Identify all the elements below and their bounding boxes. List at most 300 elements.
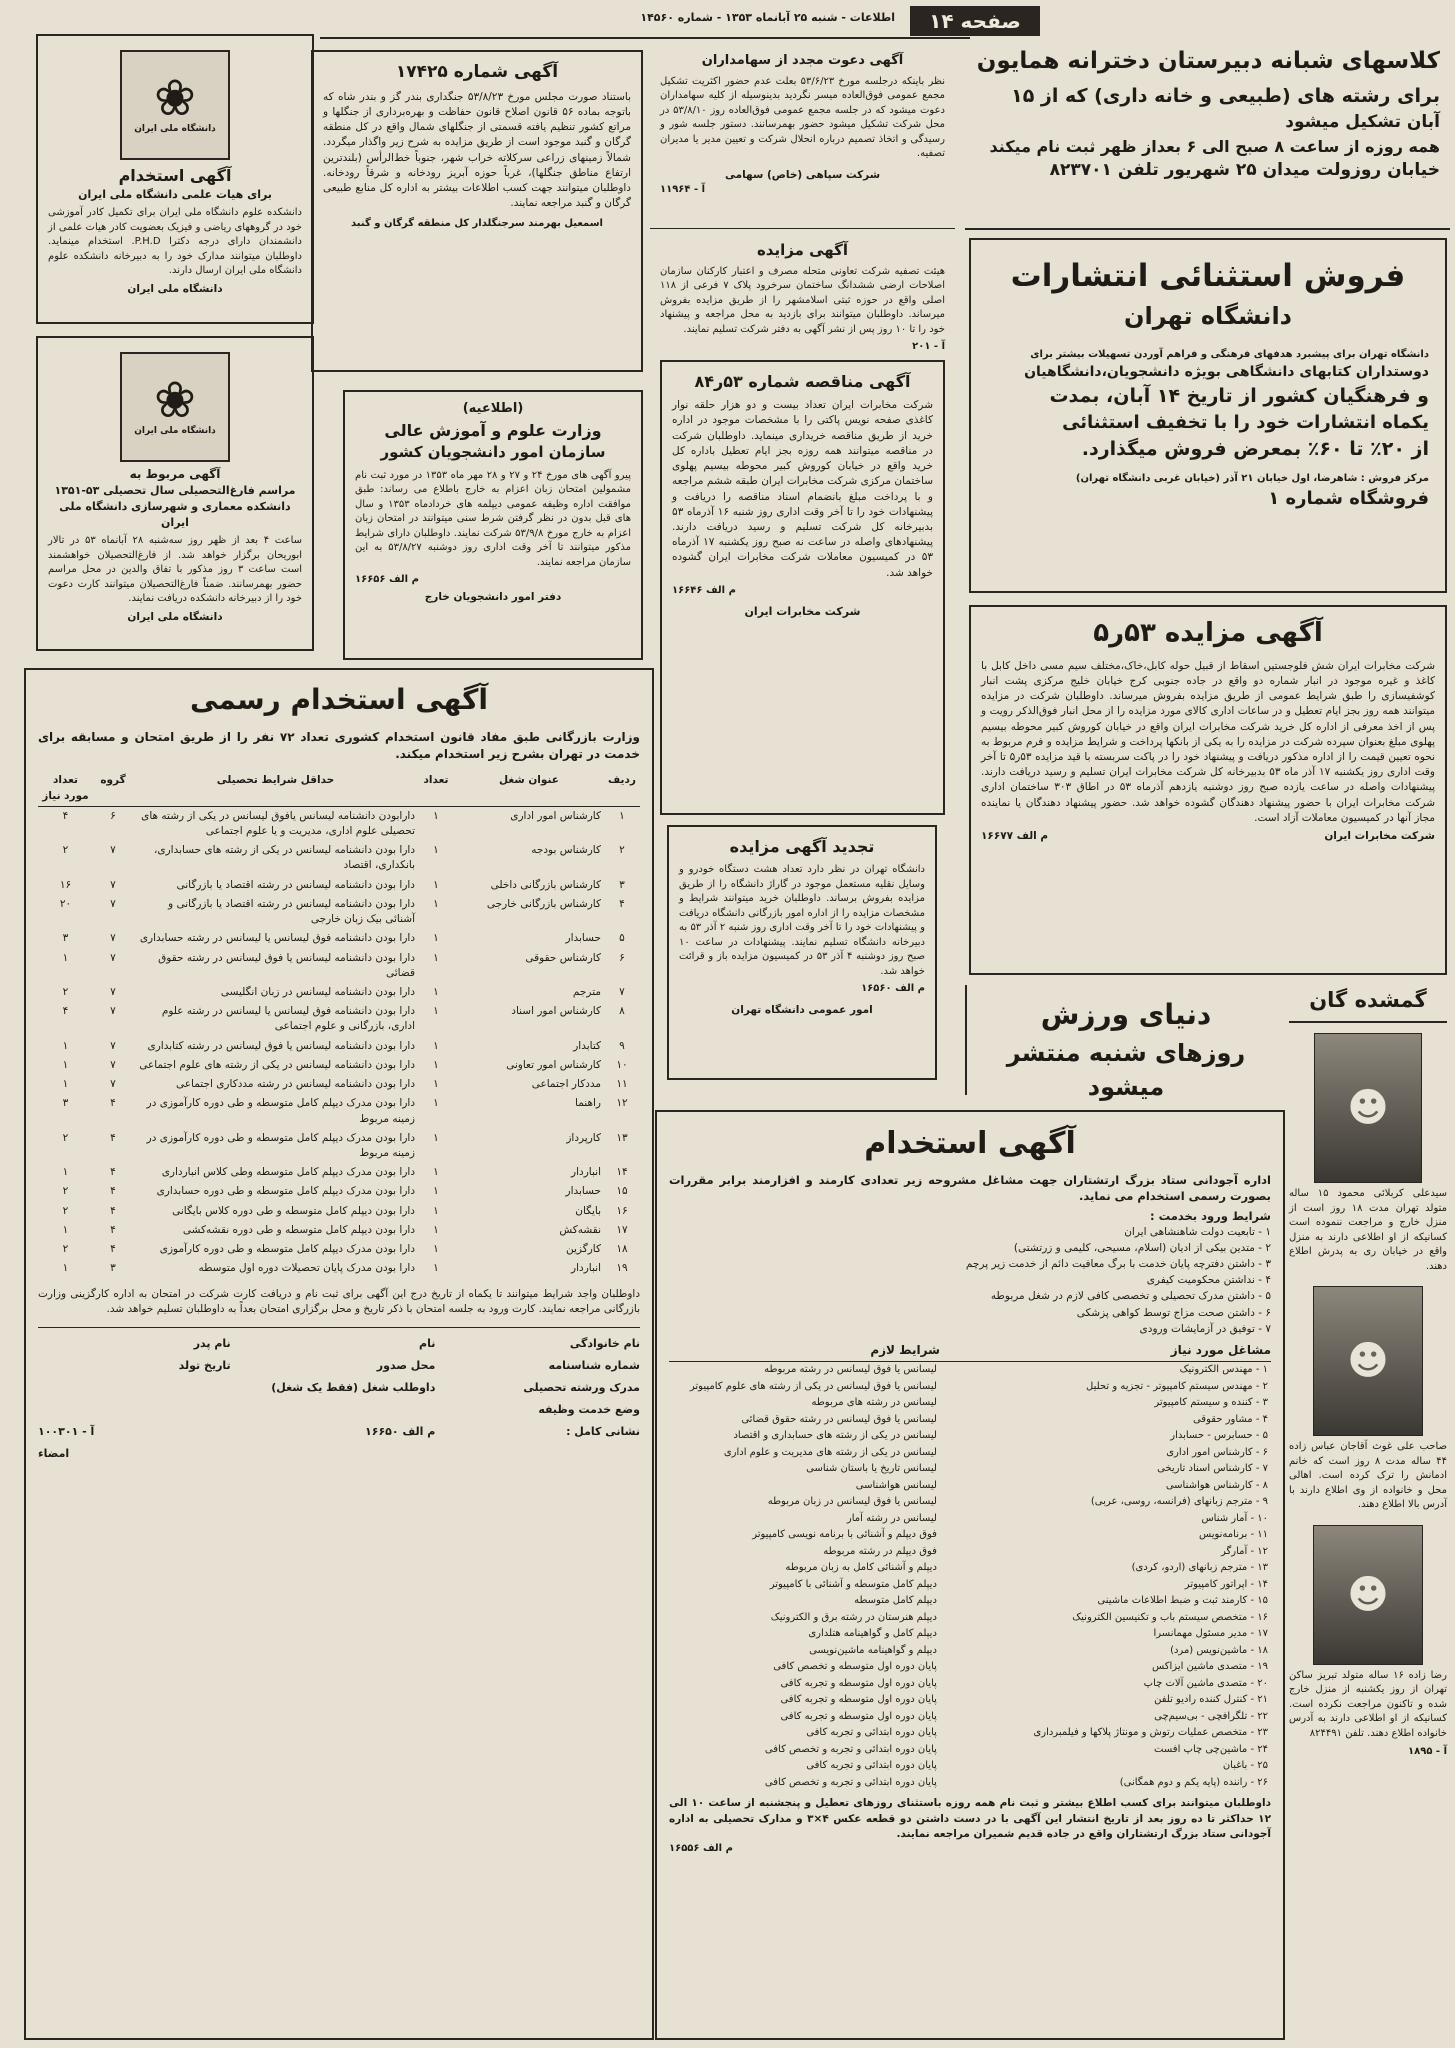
education-req: دارابودن دانشنامه لیسانس یافوق لیسانس در یکی از رشته های تحصیلی علوم اداری، مدیریت و یا علوم اجتماعی bbox=[141, 809, 415, 838]
job-title: مترجم bbox=[572, 986, 601, 998]
job-grade: ۴ bbox=[110, 1131, 116, 1144]
coop-auction-title: آگهی مزایده bbox=[756, 241, 849, 259]
job-grade: ۴ bbox=[110, 1243, 116, 1256]
army-job-condition: فوق دیپلم در رشته مربوطه bbox=[823, 1545, 937, 1557]
job-count: ۱ bbox=[433, 951, 439, 964]
coop-auction-ref: آ - ۲۰۱ bbox=[912, 341, 945, 352]
table-row bbox=[669, 1610, 1271, 1627]
army-job-title: ۵ - حسابرس - حسابدار bbox=[1170, 1430, 1268, 1442]
form-field-issue-place[interactable]: محل صدور bbox=[376, 1358, 436, 1372]
divider bbox=[965, 228, 1450, 230]
job-title: کارشناس بازرگانی داخلی bbox=[490, 878, 601, 891]
table-row bbox=[38, 1129, 640, 1163]
row-number: ۲ bbox=[619, 844, 625, 857]
university-logo bbox=[120, 50, 230, 160]
job-title: حسابدار bbox=[565, 932, 601, 945]
needed-count: ۱ bbox=[62, 1078, 69, 1091]
education-req: دارا بودن دیپلم کامل متوسطه و طی دوره نقشه‌کشی bbox=[182, 1223, 415, 1236]
divider bbox=[650, 228, 955, 229]
row-number: ۱۵ bbox=[616, 1185, 628, 1198]
job-grade: ۴ bbox=[110, 1185, 116, 1198]
table-row bbox=[669, 1775, 1271, 1792]
university-sale-ad bbox=[969, 238, 1447, 593]
job-grade: ۷ bbox=[110, 897, 116, 910]
army-job-condition: لیسانس یا فوق لیسانس در یکی از رشته های علوم کامپیوتر bbox=[689, 1380, 937, 1392]
table-row bbox=[38, 1240, 640, 1259]
army-hire-ref: م الف ۱۶۵۵۶ bbox=[669, 1843, 733, 1855]
telecom-tender-body: شرکت مخابرات ایران تعداد بیست و دو هزار حلقه نوار کاغذی صفحه نویس پاکتی را با مشخصات موجود در اداره خرید از طریق مناقصه خریداری مینماید. داوطلبان شرکت در مناقصه میتوانند همه روزه بجز ایام تعطیل باداره کل خرید واقع در خیابان کوروش کبیر محوطه بیسیم پهلوی ساختمان مرکزی شرکت مخابرات ایران طبقه ششم مراجعه و با پرداخت مبلغ بانضمام اسناد مناقصه را دریافت و پیشنهادات خود را تا آخر وقت اداری روز شنبه ۱۶ آذرماه ۵۳ بدبیرخانه کل شرکت تسلیم و رسید دریافت دارند. پیشنهادهای واصله در ساعت نه صبح روز یکشنبه ۱۷ آذرماه ۵۳ در کمیسیون معاملات شرکت مخابرات ایران گشوده خواهد شد. bbox=[672, 399, 933, 579]
table-row bbox=[669, 1428, 1271, 1445]
education-req: دارا بودن مدرک پایان تحصیلات دوره اول متوسطه bbox=[198, 1262, 415, 1275]
education-req: دارا بودن مدرک دیپلم کامل متوسطه و طی دوره حسابداری bbox=[156, 1185, 415, 1198]
sale-subtitle: دانشگاه تهران bbox=[1124, 301, 1292, 330]
row-number: ۱۶ bbox=[616, 1204, 628, 1217]
commerce-hire-intro: وزارت بازرگانی طبق مفاد قانون استخدام کشوری تعداد ۷۲ نفر را از طریق امتحان و مسابقه برای خدمت در تهران بشرح زیر استخدام میکند. bbox=[38, 729, 640, 761]
job-count: ۱ bbox=[433, 1131, 439, 1144]
army-requirements-list bbox=[669, 1225, 1271, 1338]
army-job-title: ۲۳ - متخصص عملیات رتوش و مونتاژ پلاکها و فیلمبرداری bbox=[1033, 1727, 1268, 1739]
telecom-auction-title: آگهی مزایده ۵۳ر۵ bbox=[1093, 618, 1323, 648]
table-row bbox=[669, 1560, 1271, 1577]
army-job-title: ۱۸ - ماشین‌نویس (مرد) bbox=[1170, 1644, 1268, 1656]
table-row bbox=[669, 1593, 1271, 1610]
army-job-title: ۱۶ - متخصص سیستم باب و تکنیسین الکترونیک bbox=[1072, 1611, 1268, 1623]
army-job-condition: لیسانس یا فوق لیسانس در رشته حقوق قضائی bbox=[741, 1413, 937, 1425]
form-field-job[interactable]: داوطلب شغل (فقط یک شغل) bbox=[271, 1380, 436, 1394]
row-number: ۳ bbox=[619, 878, 625, 891]
form-field-father[interactable]: نام پدر bbox=[193, 1336, 231, 1350]
job-title: کارشناس امور اداری bbox=[510, 809, 601, 822]
needed-count: ۲ bbox=[62, 1204, 69, 1217]
row-number: ۱۱ bbox=[616, 1078, 628, 1091]
table-row bbox=[38, 1259, 640, 1278]
sepahan-body: نظر باینکه درجلسه مورخ ۵۳/۶/۲۳ بعلت عدم حضور اکثریت تشکیل مجمع عمومی فوق‌العاده میسر نگردید بدینوسیله از کلیه سهامداران دعوت میشود که در جلسه مجمع عمومی فوق‌العاده روز ۵۳/۸/۱۰ در محل شرکت تشکیل میشود حضور بهمرسانند. دستور جلسه شور و رسیدگی و اتخاذ تصمیم درباره انحلال شرکت و تعیین مدیر یا مدیران تصفیه. bbox=[660, 75, 945, 160]
page-number: صفحه ۱۴ bbox=[910, 6, 1040, 36]
page-masthead bbox=[0, 0, 1455, 38]
table-row bbox=[38, 1037, 640, 1056]
girls-school-hours: همه روزه از ساعت ۸ صبح الی ۶ بعداز ظهر ثبت نام میکند bbox=[989, 136, 1440, 156]
army-job-condition: دیپلم و آشنائی کامل به زبان مربوطه bbox=[785, 1562, 937, 1574]
faculty-hire-ad bbox=[36, 34, 314, 324]
table-row bbox=[669, 1643, 1271, 1660]
table-row bbox=[669, 1362, 1271, 1379]
table-row bbox=[669, 1544, 1271, 1561]
army-job-title: ۱۷ - مدیر مسئول مهمانسرا bbox=[1153, 1628, 1268, 1640]
army-job-condition: دیپلم و گواهینامه ماشین‌نویسی bbox=[809, 1644, 937, 1656]
forest-auction-title: آگهی شماره ۱۷۴۲۵ bbox=[395, 62, 559, 82]
army-job-title: ۲۲ - تلگرافچی - بی‌سیم‌چی bbox=[1154, 1710, 1268, 1722]
table-row bbox=[669, 1461, 1271, 1478]
army-job-title: ۱۰ - آمار شناس bbox=[1201, 1512, 1268, 1524]
job-grade: ۷ bbox=[110, 878, 116, 891]
army-job-condition: پایان دوره ابتدائی و تجربه کافی bbox=[806, 1727, 937, 1739]
renewed-auction-body: دانشگاه تهران در نظر دارد تعداد هشت دستگاه خودرو و وسایل نقلیه مستعمل موجود در گاراژ دانشگاه را از طریق مزایده بفروش برساند. داوطلبان خرید میتوانند شرایط و مشخصات مزایده را از اداره امور بازرگانی دانشگاه دریافت و پیشنهادات خود را تا آخر وقت اداری روز شنبه ۲ آذر ۵۳ به دبیرخانه دانشگاه تسلیم نمایند. پیشنهادات در ساعت ۱۰ صبح روز دوشنبه ۴ آذر ۵۳ در کمیسیون مزایده باز و قرائت خواهد شد. bbox=[679, 864, 926, 977]
job-title: حسابدار bbox=[565, 1185, 601, 1198]
flower-icon: ❀ bbox=[154, 371, 196, 430]
army-job-title: ۴ - مشاور حقوقی bbox=[1192, 1413, 1268, 1425]
needed-count: ۲ bbox=[62, 1131, 69, 1144]
table-row bbox=[38, 1002, 640, 1036]
table-row bbox=[669, 1395, 1271, 1412]
job-grade: ۷ bbox=[110, 1005, 116, 1018]
graduation-signer: دانشگاه ملی ایران bbox=[127, 610, 223, 623]
education-req: دارا بودن مدرک دیپلم کامل متوسطه و طی دوره کارآموزی در زمینه مربوط bbox=[146, 1097, 415, 1125]
army-requirements-title: شرایط ورود بخدمت : bbox=[1149, 1208, 1271, 1223]
forest-auction-body: باستناد صورت مجلس مورخ ۵۳/۸/۲۳ جنگداری بندر گز و بندر شاه که باتوجه بماده ۵۶ قانون اصلاح قانون حفاظت و بهره‌برداری از جنگلها و مراتع کشور تنظیم یافته قسمتی از جنگلهای شمال واقع در کل منطقه گرگان و گنبد موجود است از طریق مزایده به شرح زیر واگذار میگردد. شمالاً زمینهای زراعی سرکلاته خراب شهر، جنوباً خط‌الرأس (بلندترین ارتفاع مناطق جنگلها)، غرباً حوزه آبریز رودخانه و شرقاً رودخانه. داوطلبان میتوانند جهت کسب اطلاعات بیشتر به اداره کل منابع طبیعی گرگان و گنبد مراجعه نمایند. bbox=[323, 90, 631, 210]
table-row bbox=[669, 1659, 1271, 1676]
needed-count: ۱ bbox=[62, 951, 69, 964]
army-job-condition: لیسانس تاریخ یا باستان شناسی bbox=[806, 1463, 937, 1475]
job-title: کارشناس بازرگانی خارجی bbox=[486, 897, 601, 910]
row-number: ۱۳ bbox=[616, 1131, 628, 1144]
form-field-birth-date[interactable]: تاریخ تولد bbox=[178, 1358, 231, 1372]
list-item: ۲ - متدین بیکی از ادیان (اسلام، مسیحی، کلیمی و زرتشتی) bbox=[1013, 1241, 1271, 1254]
row-number: ۱ bbox=[619, 809, 625, 822]
ministry-notice-ad bbox=[343, 390, 643, 660]
army-job-condition: دیپلم هنرستان در رشته برق و الکترونیک bbox=[770, 1611, 937, 1623]
job-grade: ۴ bbox=[110, 1204, 116, 1217]
job-count: ۱ bbox=[433, 1097, 439, 1110]
list-item: ۱ - تابعیت دولت شاهنشاهی ایران bbox=[1124, 1225, 1271, 1238]
col-grade: گروه bbox=[93, 771, 133, 806]
ministry-kicker: (اطلاعیه) bbox=[462, 401, 524, 416]
logo-caption: دانشگاه ملی ایران bbox=[134, 426, 216, 437]
army-job-condition: پایان دوره اول متوسطه و تجربه کافی bbox=[780, 1677, 937, 1689]
sports-banner bbox=[965, 985, 1285, 1102]
col-needed: تعداد مورد نیاز bbox=[38, 771, 93, 806]
table-row bbox=[669, 1511, 1271, 1528]
education-req: دارا بودن دانشنامه لیسانس در زبان انگلیسی bbox=[220, 986, 415, 998]
girls-school-start: آبان تشکیل میشود bbox=[1285, 112, 1440, 133]
row-number: ۸ bbox=[619, 1005, 625, 1018]
graduation-body: ساعت ۴ بعد از ظهر روز سه‌شنبه ۲۸ آبانماه ۵۳ در تالار ابوریحان برگزار خواهد شد. از فارغ‌التحصیلان خواهشمند است ساعت ۳ روز مذکور با تفاق والدین در محل مراسم حضور بهمرسانند. ضمناً فارغ‌التحصیلان میتوانند کارت دعوت خود را از دبیرخانه دانشکده دریافت نمایند. bbox=[48, 535, 302, 605]
army-hire-title: آگهی استخدام bbox=[864, 1126, 1076, 1161]
row-number: ۶ bbox=[619, 951, 625, 964]
needed-count: ۱ bbox=[62, 1262, 69, 1275]
table-row bbox=[38, 1202, 640, 1221]
ministry-signer: دفتر امور دانشجویان خارج bbox=[424, 590, 562, 603]
army-job-condition: لیسانس در رشته آمار bbox=[846, 1512, 937, 1524]
education-req: دارا بودن دانشنامه لیسانس در رشته اقتصاد یا بازرگانی bbox=[176, 878, 415, 891]
job-count: ۱ bbox=[433, 932, 439, 945]
job-title: کتابدار bbox=[573, 1039, 601, 1052]
army-job-condition: لیسانس در یکی از رشته های مدیریت و علوم اداری bbox=[723, 1446, 937, 1458]
row-number: ۱۲ bbox=[616, 1097, 628, 1110]
commerce-jobs-table bbox=[38, 771, 640, 1278]
logo-caption: دانشگاه ملی ایران bbox=[134, 124, 216, 135]
education-req: دارا بودن مدرک دیپلم کامل متوسطه و طی دوره کارآموزی bbox=[159, 1243, 415, 1256]
army-job-condition: پایان دوره اول متوسطه و تجربه کافی bbox=[780, 1694, 937, 1706]
ministry-title-1: وزارت علوم و آموزش عالی bbox=[384, 420, 602, 440]
job-title: انباردار bbox=[571, 1166, 601, 1179]
army-job-condition: فوق دیپلم و آشنائی با برنامه نویسی کامپیوتر bbox=[752, 1529, 937, 1541]
job-count: ۱ bbox=[433, 1039, 439, 1052]
table-row bbox=[669, 1725, 1271, 1742]
needed-count: ۳ bbox=[62, 1097, 69, 1110]
sepahan-signer: شرکت سپاهی (خاص) سهامی bbox=[724, 168, 881, 181]
list-item: ۷ - توفیق در آزمایشات ورودی bbox=[1139, 1322, 1271, 1335]
job-title: کارگزین bbox=[566, 1243, 601, 1256]
army-job-title: ۱۱ - برنامه‌نویس bbox=[1198, 1529, 1268, 1541]
needed-count: ۲ bbox=[62, 986, 69, 998]
needed-count: ۲۰ bbox=[59, 897, 72, 910]
army-job-condition: دیپلم کامل متوسطه bbox=[854, 1595, 937, 1607]
row-number: ۱۹ bbox=[616, 1262, 628, 1275]
table-row bbox=[38, 876, 640, 895]
row-number: ۴ bbox=[619, 897, 625, 910]
telecom-auction-body: شرکت مخابرات ایران شش فلوجستیں اسقاط از قبیل حوله کابل،خاک،مختلف سیم مسی داخل کابل با کاغذ و غیره موجود در انبار شماره دو واقع در جاده جنوبی کرج خیابان خلیج مرکزی پشت انبار کوشفیسازی را طبق شرایط عمومی از طریق مزایده بفروش میرساند. داوطلبان شرکت در مزایده میتوانند همه روز بجز ایام تعطیل و در ساعات اداری کالای مورد مزایده را از محل انبار فوق‌الذکر رویت و پس از اخذ معرفی از اداره کل خرید شرکت مخابرات ایران واقع در خیابان کوروش کبیر محوطه بیسیم پهلوی مبلغ بعنوان سپرده شرکت در مزایده را به یکی از بانکها پرداخت و شرایط مزایده و فرم مربوط به نحوه تعیین قیمت را از اداره مذکور دریافت و پیشنهاد خود را در پاکت سربسته با قید مزایده ۵۳ر۵ تا آخر وقت اداری روز یکشنبه ۱۷ آذر ماه ۵۳ بدبیرخانه کل شرکت مخابرات ایران تسلیم و رسید دریافت دارند. پیشنهادات واصله در ساعت یازده صبح روز دوشنبه یازدهم آذرماه ۵۳ در اطاق ۳۰۳ ساختمان اداری شرکت مخابرات ایران با حضور پیشنهاد دهندگان گشوده خواهد شد. حضور پیشنهاد دهندگان یا نماینده مجاز آنها در کمیسیون معاملات آزاد است. bbox=[981, 659, 1435, 824]
form-field-address[interactable]: نشانی کامل : bbox=[566, 1424, 640, 1438]
graduation-ad bbox=[36, 336, 314, 651]
coop-auction-ad bbox=[650, 232, 955, 352]
missing-photo-1: ☻ bbox=[1314, 1033, 1422, 1183]
table-row bbox=[38, 1056, 640, 1075]
education-req: دارا بودن دانشنامه لیسانس در رشته اقتصاد یا بازرگانی و آشنائی بیک زبان خارجی bbox=[168, 897, 415, 926]
job-count: ۱ bbox=[433, 1204, 439, 1217]
forest-auction-ad bbox=[311, 50, 643, 372]
list-item: ۶ - داشتن صحت مزاج توسط کواهی پزشکی bbox=[1076, 1306, 1271, 1319]
col-education: حداقل شرایط تحصیلی bbox=[133, 771, 418, 806]
missing-column bbox=[1289, 985, 1447, 2040]
telecom-tender-title: آگهی مناقصه شماره ۵۳ر۸۴ bbox=[694, 372, 911, 391]
forest-auction-signer: اسمعیل بهرمند سرجنگلدار کل منطقه گرگان و گنبد bbox=[351, 218, 603, 230]
table-row bbox=[669, 1692, 1271, 1709]
army-job-title: ۱۲ - آمارگر bbox=[1220, 1545, 1268, 1557]
army-job-condition: پایان دوره ابتدائی و تجربه کافی bbox=[806, 1760, 937, 1772]
university-logo bbox=[120, 352, 230, 462]
army-job-title: ۲۶ - راننده (پایه یکم و دوم همگانی) bbox=[1119, 1776, 1268, 1788]
army-job-condition: دیپلم کامل متوسطه و آشنائی با کامپیوتر bbox=[769, 1578, 937, 1590]
sepahan-title: آگهی دعوت مجدد از سهامداران bbox=[701, 53, 904, 68]
renewed-auction-title: تجدید آگهی مزایده bbox=[729, 837, 875, 856]
row-number: ۱۷ bbox=[616, 1223, 628, 1236]
army-jobs-table bbox=[669, 1362, 1271, 1791]
job-grade: ۳ bbox=[110, 1262, 116, 1275]
education-req: دارا بودن دیپلم کامل متوسطه و طی دوره کلاس بایگانی bbox=[172, 1204, 415, 1217]
army-job-condition: پایان دوره ابتدائی و تجربه و تخصص کافی bbox=[764, 1743, 937, 1755]
table-row bbox=[38, 1094, 640, 1128]
table-row bbox=[669, 1379, 1271, 1396]
application-form bbox=[38, 1327, 640, 1462]
army-job-title: ۱۴ - اپراتور کامپیوتر bbox=[1184, 1578, 1268, 1590]
table-row bbox=[38, 983, 640, 1002]
needed-count: ۱ bbox=[62, 1166, 69, 1179]
army-job-title: ۱۳ - مترجم زبانهای (اردو، کردی) bbox=[1131, 1562, 1268, 1574]
job-title: بایگان bbox=[575, 1204, 601, 1217]
education-req: دارا بودن دانشنامه لیسانس یا فوق لیسانس در رشته کتابداری bbox=[147, 1039, 415, 1052]
job-title: کارشناس امور اسناد bbox=[511, 1005, 601, 1018]
renewed-auction-signer: امور عمومی دانشگاه تهران bbox=[731, 1003, 873, 1016]
job-count: ۱ bbox=[433, 1262, 439, 1275]
job-count: ۱ bbox=[433, 986, 439, 998]
education-req: دارا بودن دانشنامه لیسانس یا فوق لیسانس در رشته حقوق قضائی bbox=[158, 951, 415, 979]
table-row bbox=[669, 1527, 1271, 1544]
sale-title: فروش استثنائی انتشارات bbox=[1010, 258, 1406, 294]
sale-store: فروشگاه شماره ۱ bbox=[1268, 488, 1429, 510]
table-row bbox=[38, 806, 640, 841]
ministry-ref: م الف ۱۶۶۵۶ bbox=[355, 574, 419, 586]
masthead-rule bbox=[320, 37, 970, 39]
issue-info: اطلاعات - شنبه ۲۵ آبانماه ۱۳۵۳ - شماره ۱۴۵۶۰ bbox=[640, 11, 895, 24]
job-count: ۱ bbox=[433, 1005, 439, 1018]
telecom-tender-signer: شرکت مخابرات ایران bbox=[744, 605, 861, 619]
form-ref-1: م الف ۱۶۶۵۰ bbox=[365, 1424, 436, 1438]
ministry-body: پیرو آگهی های مورخ ۲۴ و ۲۷ و ۲۸ مهر ماه ۱۳۵۳ در مورد ثبت نام مشمولین امتحان زبان اعزام به خارج باطلاع می رساند: طبق موافقت اداره وظیفه عمومی دیپلمه های خردادماه ۱۳۵۳ و سال های قبل بدون در نظر گرفتن شرط سنی میتوانند در امتحان زبان اعزام به خارج مورخ ۵۳/۹/۸ شرکت نمایند. داوطلبان دارای شرایط مذکور میتوانند تا آخر وقت اداری روز دوشنبه ۵۳/۸/۲۷ به این سازمان مراجعه نمایند. bbox=[355, 469, 631, 568]
needed-count: ۲ bbox=[62, 844, 69, 857]
form-field-service[interactable]: وضع خدمت وظیفه bbox=[538, 1402, 640, 1416]
job-grade: ۷ bbox=[110, 986, 116, 998]
list-item: ۴ - نداشتن محکومیت کیفری bbox=[1146, 1274, 1271, 1287]
army-job-condition: لیسانس هواشناسی bbox=[855, 1479, 937, 1491]
table-row bbox=[669, 1577, 1271, 1594]
sports-subtitle: روزهای شنبه منتشر میشود bbox=[1006, 1038, 1246, 1102]
education-req: دارا بودن دانشنامه لیسانس در یکی از رشته های علوم اجتماعی bbox=[139, 1058, 415, 1071]
missing-caption-3: رضا زاده ۱۶ ساله متولد تبریز ساکن تهران از روز یکشنبه از منزل خارج شده و تاکنون مراجعت نکرده است. کسانیکه از او اطلاعی دارند به آدرس خانواده اطلاع دهند. تلفن ۸۲۴۴۹۱ bbox=[1289, 1669, 1447, 1739]
sale-intro: دانشگاه تهران برای پیشبرد هدفهای فرهنگی و فراهم آوردن تسهیلات بیشتر برای bbox=[1030, 348, 1429, 360]
job-title: کارشناس حقوقی bbox=[525, 951, 601, 964]
army-job-condition: پایان دوره اول متوسطه و تخصص کافی bbox=[773, 1661, 937, 1673]
table-row bbox=[38, 1182, 640, 1201]
army-hire-footer: داوطلبان میتوانند برای کسب اطلاع بیشتر و ثبت نام همه روزه باستثنای روزهای تعطیل و پنجشنبه از ساعت ۱۰ الی ۱۲ حداکثر تا ده روز بعد از تاریخ انتشار این آگهی با در دست داشتن دو قطعه عکس ۴×۳ و مدارک تحصیلی به اداره آجودانی ستاد بزرگ ارتشتاران واقع در جاده قدیم شمیران مراجعه نمایند. bbox=[669, 1797, 1271, 1840]
job-grade: ۷ bbox=[110, 932, 116, 945]
army-job-title: ۸ - کارشناس هواشناسی bbox=[1165, 1479, 1268, 1491]
job-grade: ۷ bbox=[110, 1039, 116, 1052]
form-field-education[interactable]: مدرک ورشته تحصیلی bbox=[523, 1380, 640, 1394]
job-grade: ۷ bbox=[110, 951, 116, 964]
coop-auction-body: هیئت تصفیه شرکت تعاونی متحله مصرف و اعتبار کارکنان سازمان اصلاحات ارضی ششدانگ ساختمان سرخرود پلاک ۷ فرعی از ۱۱۸ اصلی واقع در حوزه ثبتی اسلامشهر را از طریق مزایده بفروش میرساند. داوطلبان میتوانند برای بازدید به محل مراجعه و پیشنهاد خود را تا ۱۰ روز پس از نشر آگهی به دفتر شرکت تسلیم نمایند. bbox=[660, 265, 945, 335]
table-row bbox=[669, 1758, 1271, 1775]
table-row bbox=[38, 929, 640, 948]
sale-body-3: یکماه انتشارات خود را با تخفیف استثنائی bbox=[1062, 412, 1429, 434]
girls-school-title: کلاسهای شبانه دبیرستان دخترانه همایون bbox=[976, 48, 1440, 74]
army-jobs-header: مشاغل مورد نیاز bbox=[1170, 1343, 1271, 1358]
job-count: ۱ bbox=[433, 844, 439, 857]
job-grade: ۷ bbox=[110, 1078, 116, 1091]
table-row bbox=[669, 1494, 1271, 1511]
job-title: نقشه‌کش bbox=[559, 1223, 601, 1236]
army-hire-ad bbox=[655, 1110, 1285, 2040]
needed-count: ۱ bbox=[62, 1058, 69, 1071]
job-count: ۱ bbox=[433, 1058, 439, 1071]
list-item: ۳ - داشتن دفترچه پایان خدمت با برگ معافیت دائم از خدمت زیر پرچم bbox=[965, 1257, 1271, 1270]
form-field-id-number[interactable]: شماره شناسنامه bbox=[548, 1358, 640, 1372]
flower-icon: ❀ bbox=[154, 69, 196, 128]
row-number: ۱۰ bbox=[616, 1058, 628, 1071]
education-req: دارا بودن دانشنامه لیسانس در رشته مددکاری اجتماعی bbox=[176, 1078, 415, 1091]
army-job-title: ۱ - مهندس الکترونیک bbox=[1179, 1364, 1268, 1376]
sale-body-1: دوستداران کتابهای دانشگاهی بویژه دانشجویان،دانشگاهیان bbox=[1024, 364, 1429, 381]
education-req: دارا بودن دانشنامه فوق لیسانس یا لیسانس در رشته علوم اداری، بازرگانی و علوم اجتماعی bbox=[161, 1005, 415, 1033]
job-count: ۱ bbox=[433, 809, 439, 822]
table-row bbox=[669, 1676, 1271, 1693]
row-number: ۱۴ bbox=[616, 1166, 628, 1179]
army-job-title: ۷ - کارشناس اسناد تاریخی bbox=[1157, 1463, 1268, 1475]
army-job-condition: پایان دوره ابتدائی و تجربه و تخصص کافی bbox=[764, 1776, 937, 1788]
form-field-surname[interactable]: نام خانوادگی bbox=[569, 1336, 640, 1350]
faculty-hire-body: دانشکده علوم دانشگاه ملی ایران برای تکمیل کادر آموزشی خود در گروههای ریاضی و فیزیک بعضویت کادر هیات علمی از دانشمندان دارای درجه دکترا P.H.D. استخدام مینماید. داوطلبان میتوانند مدارک خود را به دبیرخانه دانشکده علوم دانشگاه ملی ایران ارسال دارند. bbox=[48, 207, 302, 277]
education-req: دارا بودن دانشنامه لیسانس در یکی از رشته های حسابداری، بانکداری، اقتصاد bbox=[153, 844, 415, 872]
form-field-name[interactable]: نام bbox=[419, 1336, 436, 1350]
faculty-hire-signer: دانشگاه ملی ایران bbox=[127, 282, 223, 295]
telecom-tender-ad bbox=[660, 360, 945, 815]
army-job-title: ۶ - کارشناس امور اداری bbox=[1166, 1446, 1268, 1458]
job-grade: ۴ bbox=[110, 1223, 116, 1236]
army-job-title: ۲۴ - ماشین‌چی چاپ افست bbox=[1154, 1743, 1268, 1755]
job-grade: ۴ bbox=[110, 1097, 116, 1110]
girls-school-ad bbox=[965, 36, 1450, 226]
army-job-title: ۳ - کننده و سیستم کامپیوتر bbox=[1154, 1397, 1268, 1409]
row-number: ۱۸ bbox=[616, 1243, 628, 1256]
missing-caption-1: سیدعلی کربلائی محمود ۱۵ ساله متولد تهران مدت ۱۸ روز است از منزل خارج و مراجعت ننموده است کسانیکه از او اطلاعی دارند به منزل واقع در خیابان ری به پدرش اطلاع دهند. bbox=[1289, 1188, 1448, 1272]
needed-count: ۲ bbox=[62, 1243, 69, 1256]
table-row bbox=[38, 1221, 640, 1240]
form-ref-2: آ - ۱۰۰۳۰۱ bbox=[38, 1424, 95, 1438]
ministry-title-2: سازمان امور دانشجویان کشور bbox=[380, 443, 606, 462]
sale-center: مرکز فروش : شاهرضا، اول خیابان ۲۱ آذر (خیابان غربی دانشگاه تهران) bbox=[1075, 472, 1429, 484]
job-title: کارشناس امور تعاونی bbox=[506, 1058, 601, 1071]
missing-photo-3: ☻ bbox=[1313, 1525, 1423, 1665]
education-req: دارا بودن مدرک دیپلم کامل متوسطه وطی کلاس انبارداری bbox=[161, 1166, 415, 1179]
army-job-condition: لیسانس در رشته های مربوطه bbox=[811, 1397, 937, 1409]
sepahan-invitation-ad bbox=[650, 44, 955, 226]
telecom-tender-ref: م الف ۱۶۶۴۶ bbox=[672, 584, 736, 596]
needed-count: ۴ bbox=[62, 1005, 69, 1018]
sports-title: دنیای ورزش bbox=[1040, 998, 1212, 1031]
army-job-title: ۲۵ - باغبان bbox=[1222, 1760, 1268, 1772]
army-hire-intro: اداره آجودانی ستاد بزرگ ارتشتاران جهت مشاغل مشروحه زیر تعدادی کارمند و افزارمند برابر مقررات بصورت رسمی استخدام می نماید. bbox=[669, 1172, 1271, 1204]
form-signature[interactable]: امضاء bbox=[38, 1446, 70, 1460]
graduation-subtitle: مراسم فارغ‌التحصیلی سال تحصیلی ۵۳-۱۳۵۱ دانشکده معماری و شهرسازی دانشگاه ملی ایران bbox=[54, 484, 296, 530]
telecom-auction-ref: م الف ۱۶۶۷۷ bbox=[981, 830, 1049, 843]
education-req: دارا بودن مدرک دیپلم کامل متوسطه و طی دوره کارآموزی در زمینه مربوط bbox=[146, 1131, 415, 1159]
army-job-condition: لیسانس در یکی از رشته های حسابداری و اقتصاد bbox=[733, 1430, 937, 1442]
army-job-title: ۲۰ - متصدی ماشین آلات چاپ bbox=[1143, 1677, 1268, 1689]
education-req: دارا بودن دانشنامه فوق لیسانس یا لیسانس در رشته حسابداری bbox=[139, 932, 415, 945]
row-number: ۵ bbox=[619, 932, 625, 945]
telecom-auction-ad bbox=[969, 605, 1447, 975]
missing-photo-2: ☻ bbox=[1313, 1286, 1423, 1436]
army-conds-header: شرایط لازم bbox=[870, 1343, 940, 1358]
missing-ref: آ - ۱۸۹۵ bbox=[1408, 1746, 1447, 1758]
list-item: ۵ - داشتن مدرک تحصیلی و تخصصی کافی لازم در شغل مربوطه bbox=[990, 1290, 1271, 1303]
job-title: راهنما bbox=[575, 1097, 601, 1110]
job-title: مددکار اجتماعی bbox=[531, 1078, 601, 1091]
needed-count: ۴ bbox=[62, 809, 69, 822]
sale-body-4: از ۲۰٪ تا ۶۰٪ بمعرض فروش میگذارد. bbox=[1081, 438, 1429, 461]
needed-count: ۱ bbox=[62, 1223, 69, 1236]
job-count: ۱ bbox=[433, 1243, 439, 1256]
job-count: ۱ bbox=[433, 897, 439, 910]
col-title: عنوان شغل bbox=[454, 771, 604, 806]
commerce-hire-title: آگهی استخدام رسمی bbox=[190, 683, 488, 716]
needed-count: ۱ bbox=[62, 1039, 69, 1052]
needed-count: ۳ bbox=[62, 932, 69, 945]
graduation-title: آگهی مربوط به bbox=[129, 467, 221, 481]
job-count: ۱ bbox=[433, 878, 439, 891]
job-grade: ۷ bbox=[110, 844, 116, 857]
army-job-condition: لیسانس یا فوق لیسانس در رشته مربوطه bbox=[764, 1364, 937, 1376]
army-job-title: ۱۹ - متصدی ماشین ایزاکس bbox=[1152, 1661, 1268, 1673]
army-job-condition: لیسانس یا فوق لیسانس در زبان مربوطه bbox=[767, 1496, 937, 1508]
girls-school-address: خیابان روزولت میدان ۲۵ شهریور تلفن ۸۲۳۷۰۱ bbox=[1049, 159, 1440, 180]
job-count: ۱ bbox=[433, 1078, 439, 1091]
col-count: تعداد bbox=[418, 771, 454, 806]
table-row bbox=[669, 1445, 1271, 1462]
table-row bbox=[38, 949, 640, 983]
table-row bbox=[669, 1478, 1271, 1495]
missing-caption-2: صاحب علی غوث آقاجان عباس زاده ۴۴ ساله مدت ۸ روز است که خانم ادمانش را ترک کرده است. اهالی محل و خانواده از وی اطلاع دارند با آدرس بالا اطلاع دهند. bbox=[1289, 1441, 1448, 1511]
needed-count: ۲ bbox=[62, 1185, 69, 1198]
